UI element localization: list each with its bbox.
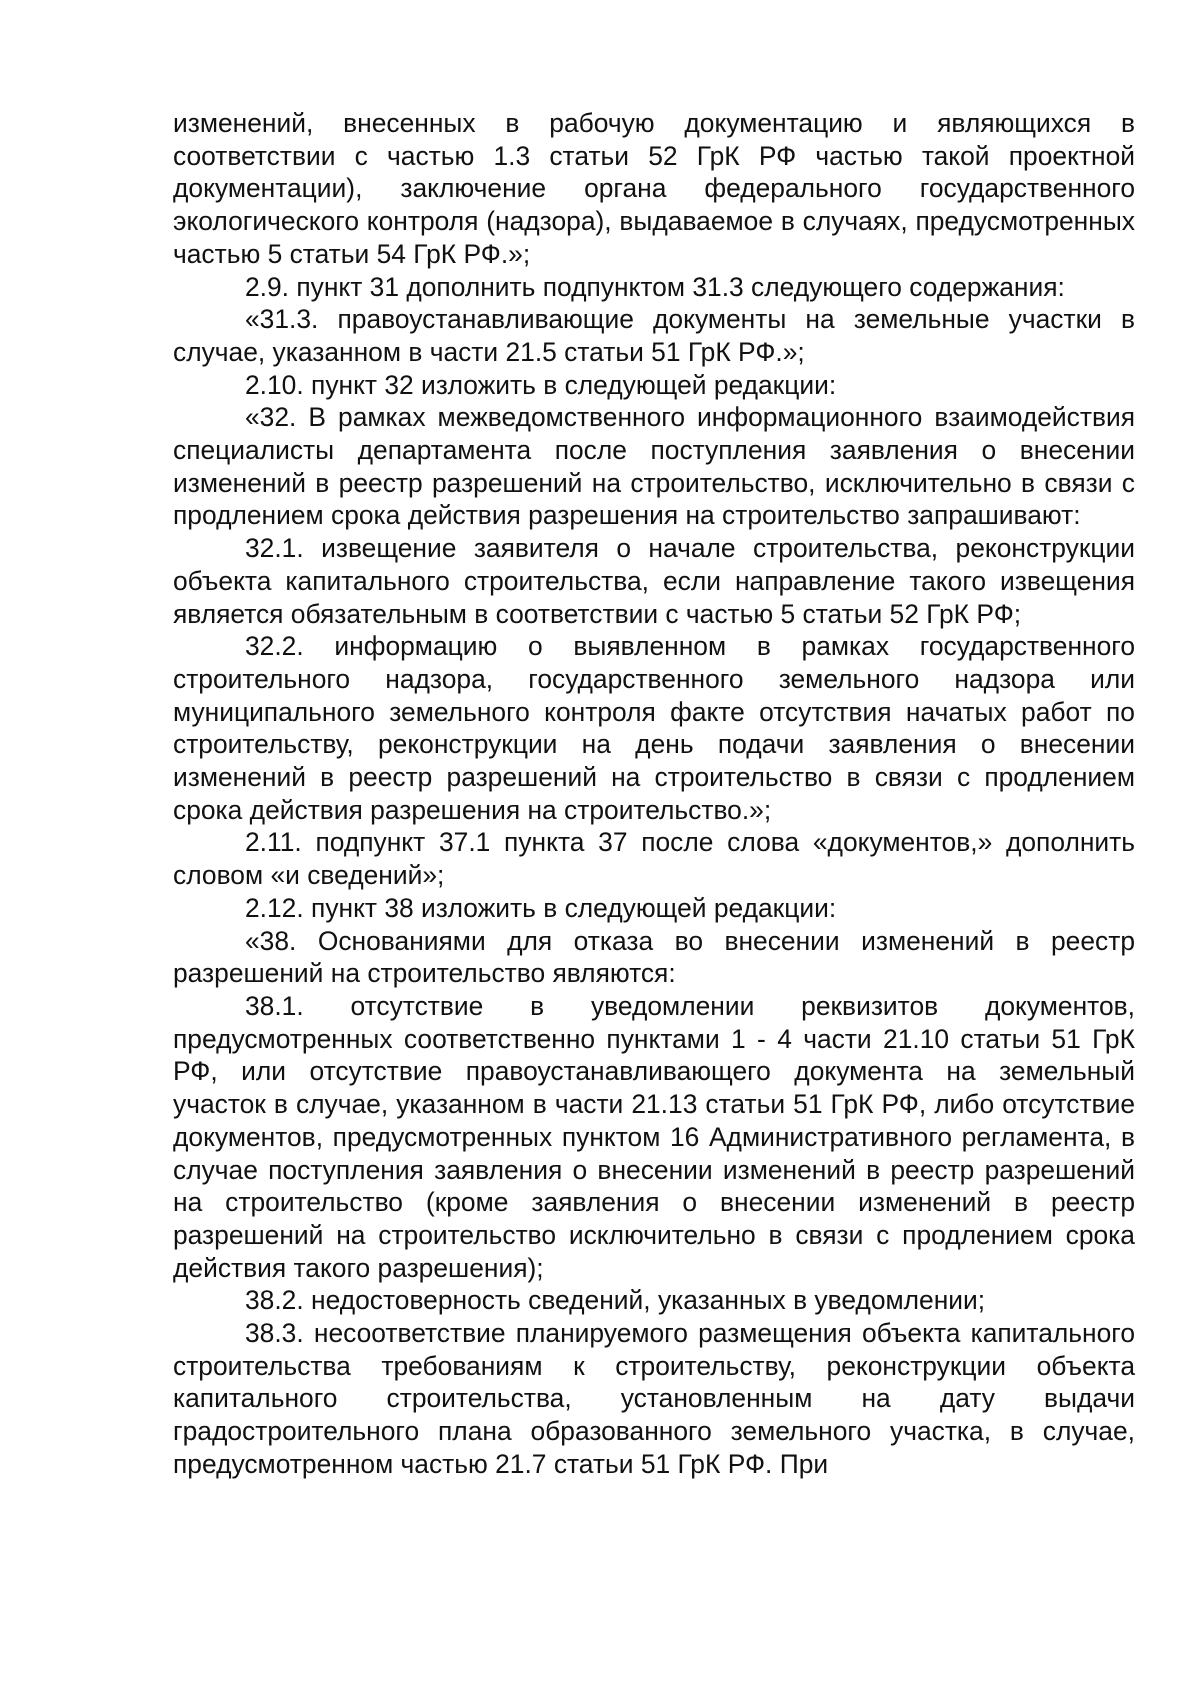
paragraph: «31.3. правоустанавливающие документы на земельные участки в случае, указанном в части 21.5 статьи 51 ГрК РФ.»; <box>173 304 1135 367</box>
paragraph: 32.1. извещение заявителя о начале строительства, реконструкции объекта капитального строительства, если направление такого извещения является обязательным в соответствии с частью 5 статьи 52 ГрК РФ; <box>173 533 1135 629</box>
paragraph: 2.10. пункт 32 изложить в следующей редакции: <box>245 369 837 400</box>
paragraph: 32.2. информацию о выявленном в рамках государственного строительного надзора, государственного земельного надзора или муниципального земельного контроля факте отсутствия начатых работ по строительству, реконструкции на день подачи заявления о внесении изменений в реестр разрешений на строительство в связи с продлением срока действия разрешения на строительство.»; <box>173 631 1135 825</box>
paragraph: 38.1. отсутствие в уведомлении реквизитов документов, предусмотренных соответственно пунктами 1 - 4 части 21.10 статьи 51 ГрК РФ, или отсутствие правоустанавливающего документа на земельный участок в случае, указанном в части 21.13 статьи 51 ГрК РФ, либо отсутствие документов, предусмотренных пунктом 16 Административного регламента, в случае поступления заявления о внесении изменений в реестр разрешений на строительство (кроме заявления о внесении изменений в реестр разрешений на строительство исключительно в связи с продлением срока действия такого разрешения); <box>173 990 1135 1283</box>
document-page <box>173 107 1135 1481</box>
paragraph: «38. Основаниями для отказа во внесении изменений в реестр разрешений на строительство являются: <box>173 925 1135 989</box>
paragraph: 38.3. несоответствие планируемого размещения объекта капитального строительства требованиям к строительству, реконструкции объекта капитального строительства, установленным на дату выдачи градостроительного плана образованного земельного участка, в случае, предусмотренном частью 21.7 статьи 51 ГрК РФ. При <box>173 1318 1135 1479</box>
paragraph: 2.12. пункт 38 изложить в следующей редакции: <box>245 892 837 923</box>
paragraph: «32. В рамках межведомственного информационного взаимодействия специалисты департамента после поступления заявления о внесении изменений в реестр разрешений на строительство, исключительно в связи с продлением срока действия разрешения на строительство запрашивают: <box>173 402 1135 531</box>
paragraph: изменений, внесенных в рабочую документацию и являющихся в соответствии с частью 1.3 статьи 52 ГрК РФ частью такой проектной документации), заключение органа федерального государственного экологического контроля (надзора), выдаваемое в случаях, предусмотренных частью 5 статьи 54 ГрК РФ.»; <box>173 108 1135 269</box>
paragraph: 38.2. недостоверность сведений, указанных в уведомлении; <box>245 1285 986 1316</box>
paragraph: 2.11. подпункт 37.1 пункта 37 после слова «документов,» дополнить словом «и сведений»; <box>173 827 1135 891</box>
paragraph: 2.9. пункт 31 дополнить подпунктом 31.3 следующего содержания: <box>245 271 1065 302</box>
